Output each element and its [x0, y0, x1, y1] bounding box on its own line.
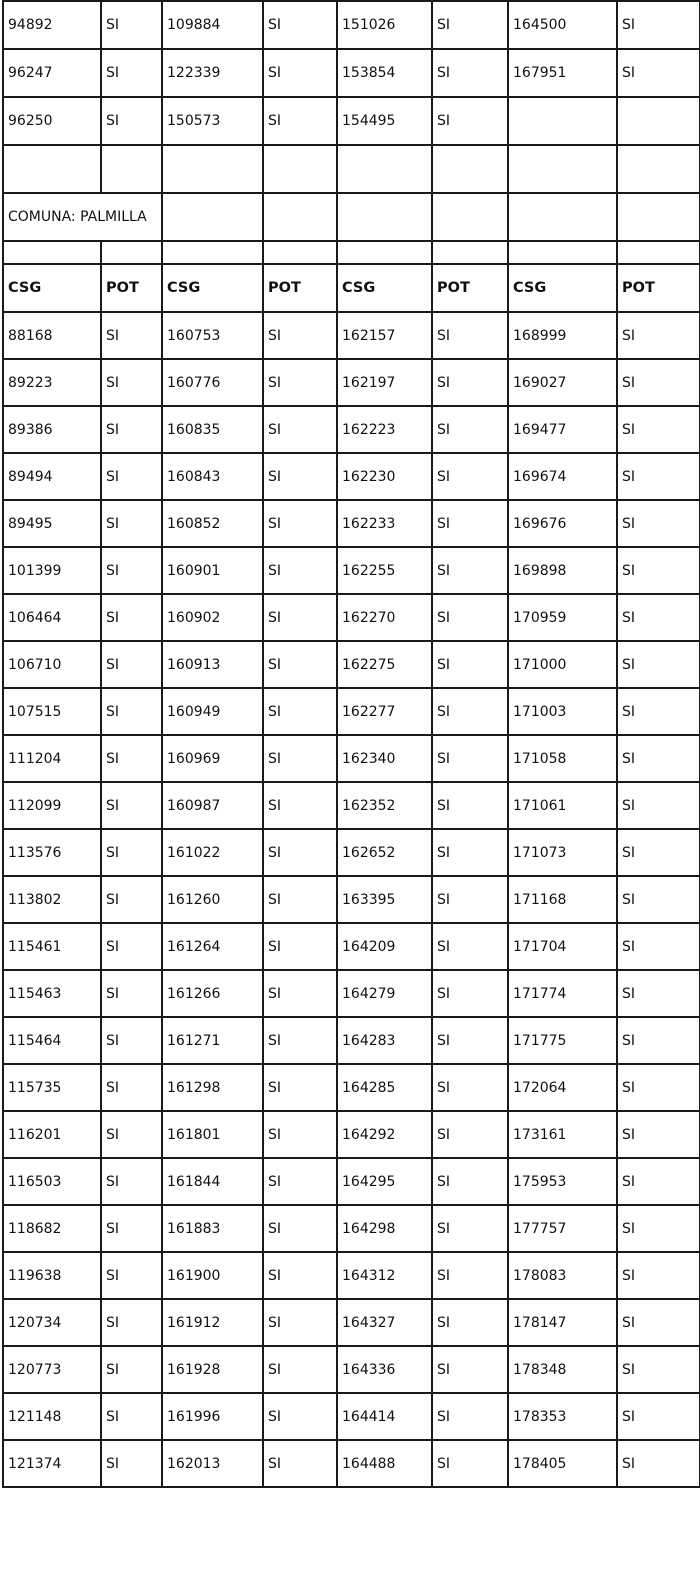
pot-cell: SI — [263, 97, 337, 145]
csg-cell: 160776 — [162, 359, 263, 406]
pot-cell: SI — [617, 1, 700, 49]
csg-cell: 164500 — [508, 1, 617, 49]
table-row — [3, 594, 700, 641]
spacer-row — [3, 241, 700, 264]
pot-cell: SI — [432, 1111, 508, 1158]
column-header-csg: CSG — [3, 264, 101, 312]
table-row — [3, 1346, 700, 1393]
csg-cell: 160902 — [162, 594, 263, 641]
pot-cell: SI — [617, 359, 700, 406]
csg-cell: 175953 — [508, 1158, 617, 1205]
pot-cell: SI — [101, 970, 162, 1017]
pot-cell: SI — [432, 1064, 508, 1111]
pot-cell: SI — [101, 406, 162, 453]
csg-cell: 120734 — [3, 1299, 101, 1346]
csg-cell: 116201 — [3, 1111, 101, 1158]
pot-cell: SI — [101, 688, 162, 735]
pot-cell: SI — [432, 594, 508, 641]
csg-cell: 169674 — [508, 453, 617, 500]
pot-cell: SI — [617, 49, 700, 97]
empty-cell — [263, 241, 337, 264]
csg-cell: 161271 — [162, 1017, 263, 1064]
pot-cell: SI — [617, 500, 700, 547]
pot-cell: SI — [263, 1440, 337, 1487]
pot-cell: SI — [617, 1158, 700, 1205]
pot-cell: SI — [617, 735, 700, 782]
table-row — [3, 1064, 700, 1111]
csg-cell: 96250 — [3, 97, 101, 145]
pot-cell: SI — [617, 1205, 700, 1252]
empty-cell — [508, 193, 617, 241]
csg-cell: 178405 — [508, 1440, 617, 1487]
csg-cell: 171704 — [508, 923, 617, 970]
empty-cell — [432, 241, 508, 264]
csg-pot-table — [2, 0, 700, 1488]
csg-cell: 164292 — [337, 1111, 432, 1158]
pot-cell: SI — [101, 782, 162, 829]
pot-cell: SI — [617, 1017, 700, 1064]
csg-cell: 171774 — [508, 970, 617, 1017]
pot-cell — [617, 97, 700, 145]
empty-cell — [617, 145, 700, 193]
table-row — [3, 1111, 700, 1158]
csg-cell: 161996 — [162, 1393, 263, 1440]
csg-cell: 150573 — [162, 97, 263, 145]
pot-cell: SI — [432, 829, 508, 876]
pot-cell: SI — [263, 49, 337, 97]
header-row — [3, 264, 700, 312]
pot-cell: SI — [101, 1252, 162, 1299]
pot-cell: SI — [432, 688, 508, 735]
pot-cell: SI — [432, 97, 508, 145]
csg-cell: 169898 — [508, 547, 617, 594]
pot-cell: SI — [617, 782, 700, 829]
csg-cell: 122339 — [162, 49, 263, 97]
pot-cell: SI — [617, 876, 700, 923]
empty-cell — [162, 193, 263, 241]
csg-cell: 162352 — [337, 782, 432, 829]
table-row — [3, 49, 700, 97]
table-row — [3, 923, 700, 970]
table-row — [3, 1299, 700, 1346]
empty-cell — [337, 145, 432, 193]
table-row — [3, 735, 700, 782]
pot-cell: SI — [263, 406, 337, 453]
pot-cell: SI — [432, 1017, 508, 1064]
csg-cell: 168999 — [508, 312, 617, 359]
csg-cell: 164327 — [337, 1299, 432, 1346]
csg-cell: 153854 — [337, 49, 432, 97]
pot-cell: SI — [263, 1299, 337, 1346]
csg-cell: 164295 — [337, 1158, 432, 1205]
column-header-pot: POT — [101, 264, 162, 312]
csg-cell: 151026 — [337, 1, 432, 49]
pot-cell: SI — [101, 453, 162, 500]
pot-cell: SI — [617, 923, 700, 970]
pot-cell: SI — [101, 1346, 162, 1393]
pot-cell: SI — [263, 1, 337, 49]
csg-cell: 164336 — [337, 1346, 432, 1393]
table-row — [3, 1, 700, 49]
empty-cell — [3, 145, 101, 193]
pot-cell: SI — [101, 1017, 162, 1064]
csg-cell: 171775 — [508, 1017, 617, 1064]
csg-cell: 171168 — [508, 876, 617, 923]
csg-cell: 164414 — [337, 1393, 432, 1440]
pot-cell: SI — [617, 970, 700, 1017]
csg-cell: 161260 — [162, 876, 263, 923]
csg-cell: 162277 — [337, 688, 432, 735]
csg-cell: 106464 — [3, 594, 101, 641]
table-row — [3, 1158, 700, 1205]
pot-cell: SI — [432, 1205, 508, 1252]
csg-cell: 161022 — [162, 829, 263, 876]
csg-cell: 119638 — [3, 1252, 101, 1299]
pot-cell: SI — [617, 1299, 700, 1346]
pot-cell: SI — [432, 1, 508, 49]
pot-cell: SI — [263, 735, 337, 782]
csg-cell: 96247 — [3, 49, 101, 97]
pot-cell: SI — [263, 641, 337, 688]
csg-cell: 164209 — [337, 923, 432, 970]
csg-cell: 160901 — [162, 547, 263, 594]
column-header-pot: POT — [263, 264, 337, 312]
csg-cell: 161912 — [162, 1299, 263, 1346]
pot-cell: SI — [101, 876, 162, 923]
pot-cell: SI — [101, 735, 162, 782]
csg-cell: 160969 — [162, 735, 263, 782]
pot-cell: SI — [617, 1252, 700, 1299]
csg-cell: 88168 — [3, 312, 101, 359]
table-row — [3, 829, 700, 876]
csg-cell: 178083 — [508, 1252, 617, 1299]
column-header-csg: CSG — [508, 264, 617, 312]
table-row — [3, 876, 700, 923]
csg-cell: 115461 — [3, 923, 101, 970]
pot-cell: SI — [263, 1017, 337, 1064]
pot-cell: SI — [617, 1440, 700, 1487]
csg-cell: 160753 — [162, 312, 263, 359]
csg-cell: 89386 — [3, 406, 101, 453]
empty-cell — [617, 241, 700, 264]
csg-cell: 170959 — [508, 594, 617, 641]
pot-cell: SI — [432, 923, 508, 970]
csg-cell: 162255 — [337, 547, 432, 594]
csg-cell: 161883 — [162, 1205, 263, 1252]
table-row — [3, 641, 700, 688]
pot-cell: SI — [617, 1111, 700, 1158]
pot-cell: SI — [432, 735, 508, 782]
pot-cell: SI — [263, 312, 337, 359]
csg-cell: 115464 — [3, 1017, 101, 1064]
table-row — [3, 500, 700, 547]
pot-cell: SI — [432, 1393, 508, 1440]
pot-cell: SI — [263, 829, 337, 876]
table-row — [3, 1440, 700, 1487]
pot-cell: SI — [432, 1299, 508, 1346]
csg-cell: 112099 — [3, 782, 101, 829]
csg-cell: 162230 — [337, 453, 432, 500]
csg-cell: 160852 — [162, 500, 263, 547]
csg-cell: 161264 — [162, 923, 263, 970]
pot-cell: SI — [617, 829, 700, 876]
pot-cell: SI — [263, 500, 337, 547]
csg-cell: 161928 — [162, 1346, 263, 1393]
table-row — [3, 1393, 700, 1440]
csg-cell: 160843 — [162, 453, 263, 500]
empty-cell — [101, 241, 162, 264]
csg-cell: 113802 — [3, 876, 101, 923]
csg-cell: 162270 — [337, 594, 432, 641]
pot-cell: SI — [263, 1252, 337, 1299]
pot-cell: SI — [617, 453, 700, 500]
csg-cell: 109884 — [162, 1, 263, 49]
csg-cell: 161298 — [162, 1064, 263, 1111]
csg-cell: 169676 — [508, 500, 617, 547]
csg-cell: 161801 — [162, 1111, 263, 1158]
pot-cell: SI — [101, 1, 162, 49]
csg-cell: 177757 — [508, 1205, 617, 1252]
csg-cell: 162157 — [337, 312, 432, 359]
pot-cell: SI — [432, 1346, 508, 1393]
column-header-pot: POT — [432, 264, 508, 312]
csg-cell: 162197 — [337, 359, 432, 406]
csg-cell: 121374 — [3, 1440, 101, 1487]
csg-cell: 115463 — [3, 970, 101, 1017]
csg-cell: 171058 — [508, 735, 617, 782]
pot-cell: SI — [101, 547, 162, 594]
csg-cell: 167951 — [508, 49, 617, 97]
pot-cell: SI — [263, 970, 337, 1017]
table-row — [3, 359, 700, 406]
pot-cell: SI — [432, 970, 508, 1017]
pot-cell: SI — [263, 453, 337, 500]
csg-cell: 120773 — [3, 1346, 101, 1393]
csg-cell: 89495 — [3, 500, 101, 547]
pot-cell: SI — [263, 1111, 337, 1158]
csg-cell: 178147 — [508, 1299, 617, 1346]
pot-cell: SI — [263, 1064, 337, 1111]
pot-cell: SI — [101, 1393, 162, 1440]
empty-cell — [337, 241, 432, 264]
table-row — [3, 1205, 700, 1252]
pot-cell: SI — [617, 406, 700, 453]
pot-cell: SI — [263, 876, 337, 923]
table-body — [3, 1, 700, 1487]
empty-cell — [263, 193, 337, 241]
table-row — [3, 782, 700, 829]
pot-cell: SI — [432, 782, 508, 829]
csg-cell: 161844 — [162, 1158, 263, 1205]
pot-cell: SI — [263, 1346, 337, 1393]
csg-cell: 111204 — [3, 735, 101, 782]
csg-cell: 173161 — [508, 1111, 617, 1158]
empty-cell — [3, 241, 101, 264]
csg-cell: 162013 — [162, 1440, 263, 1487]
pot-cell: SI — [617, 1393, 700, 1440]
pot-cell: SI — [101, 923, 162, 970]
column-header-pot: POT — [617, 264, 700, 312]
pot-cell: SI — [617, 1064, 700, 1111]
csg-cell: 169027 — [508, 359, 617, 406]
empty-cell — [263, 145, 337, 193]
csg-cell — [508, 97, 617, 145]
csg-cell: 121148 — [3, 1393, 101, 1440]
pot-cell: SI — [263, 359, 337, 406]
csg-cell: 164488 — [337, 1440, 432, 1487]
csg-cell: 101399 — [3, 547, 101, 594]
csg-cell: 172064 — [508, 1064, 617, 1111]
blank-row — [3, 145, 700, 193]
csg-cell: 171073 — [508, 829, 617, 876]
csg-cell: 171061 — [508, 782, 617, 829]
csg-cell: 160913 — [162, 641, 263, 688]
empty-cell — [508, 145, 617, 193]
csg-cell: 115735 — [3, 1064, 101, 1111]
empty-cell — [432, 145, 508, 193]
pot-cell: SI — [263, 1158, 337, 1205]
empty-cell — [162, 241, 263, 264]
pot-cell: SI — [263, 782, 337, 829]
pot-cell: SI — [263, 1205, 337, 1252]
empty-cell — [101, 145, 162, 193]
empty-cell — [432, 193, 508, 241]
pot-cell: SI — [432, 406, 508, 453]
table-row — [3, 1252, 700, 1299]
table-row — [3, 406, 700, 453]
pot-cell: SI — [263, 923, 337, 970]
csg-cell: 161900 — [162, 1252, 263, 1299]
csg-cell: 178353 — [508, 1393, 617, 1440]
pot-cell: SI — [432, 49, 508, 97]
pot-cell: SI — [263, 1393, 337, 1440]
pot-cell: SI — [432, 453, 508, 500]
pot-cell: SI — [101, 1064, 162, 1111]
pot-cell: SI — [101, 49, 162, 97]
pot-cell: SI — [101, 829, 162, 876]
pot-cell: SI — [432, 1158, 508, 1205]
csg-cell: 118682 — [3, 1205, 101, 1252]
pot-cell: SI — [617, 312, 700, 359]
section-title-row — [3, 193, 700, 241]
pot-cell: SI — [101, 312, 162, 359]
csg-cell: 106710 — [3, 641, 101, 688]
pot-cell: SI — [432, 641, 508, 688]
column-header-csg: CSG — [162, 264, 263, 312]
csg-cell: 162340 — [337, 735, 432, 782]
csg-cell: 160835 — [162, 406, 263, 453]
pot-cell: SI — [101, 1299, 162, 1346]
pot-cell: SI — [432, 359, 508, 406]
pot-cell: SI — [101, 1205, 162, 1252]
table-row — [3, 312, 700, 359]
csg-cell: 154495 — [337, 97, 432, 145]
pot-cell: SI — [101, 641, 162, 688]
table-row — [3, 688, 700, 735]
pot-cell: SI — [432, 312, 508, 359]
csg-cell: 160949 — [162, 688, 263, 735]
pot-cell: SI — [263, 594, 337, 641]
pot-cell: SI — [617, 594, 700, 641]
csg-cell: 162223 — [337, 406, 432, 453]
csg-cell: 171000 — [508, 641, 617, 688]
csg-cell: 164283 — [337, 1017, 432, 1064]
empty-cell — [617, 193, 700, 241]
csg-cell: 89223 — [3, 359, 101, 406]
csg-cell: 94892 — [3, 1, 101, 49]
pot-cell: SI — [101, 359, 162, 406]
pot-cell: SI — [617, 688, 700, 735]
csg-cell: 163395 — [337, 876, 432, 923]
pot-cell: SI — [617, 1346, 700, 1393]
csg-cell: 107515 — [3, 688, 101, 735]
csg-cell: 162652 — [337, 829, 432, 876]
pot-cell: SI — [617, 641, 700, 688]
table-row — [3, 453, 700, 500]
csg-cell: 164285 — [337, 1064, 432, 1111]
pot-cell: SI — [432, 500, 508, 547]
empty-cell — [162, 145, 263, 193]
table-row — [3, 1017, 700, 1064]
csg-cell: 164312 — [337, 1252, 432, 1299]
comuna-label: COMUNA: PALMILLA — [3, 193, 162, 241]
pot-cell: SI — [432, 547, 508, 594]
empty-cell — [337, 193, 432, 241]
pot-cell: SI — [101, 97, 162, 145]
pot-cell: SI — [432, 1252, 508, 1299]
pot-cell: SI — [101, 500, 162, 547]
csg-cell: 113576 — [3, 829, 101, 876]
csg-cell: 89494 — [3, 453, 101, 500]
pot-cell: SI — [263, 688, 337, 735]
table-row — [3, 97, 700, 145]
pot-cell: SI — [432, 1440, 508, 1487]
pot-cell: SI — [617, 547, 700, 594]
column-header-csg: CSG — [337, 264, 432, 312]
csg-cell: 162275 — [337, 641, 432, 688]
csg-cell: 164298 — [337, 1205, 432, 1252]
csg-cell: 164279 — [337, 970, 432, 1017]
csg-cell: 178348 — [508, 1346, 617, 1393]
pot-cell: SI — [263, 547, 337, 594]
table-row — [3, 547, 700, 594]
empty-cell — [508, 241, 617, 264]
csg-cell: 161266 — [162, 970, 263, 1017]
pot-cell: SI — [432, 876, 508, 923]
pot-cell: SI — [101, 594, 162, 641]
table-row — [3, 970, 700, 1017]
csg-cell: 160987 — [162, 782, 263, 829]
csg-cell: 171003 — [508, 688, 617, 735]
csg-cell: 169477 — [508, 406, 617, 453]
pot-cell: SI — [101, 1111, 162, 1158]
csg-cell: 116503 — [3, 1158, 101, 1205]
pot-cell: SI — [101, 1440, 162, 1487]
csg-cell: 162233 — [337, 500, 432, 547]
pot-cell: SI — [101, 1158, 162, 1205]
